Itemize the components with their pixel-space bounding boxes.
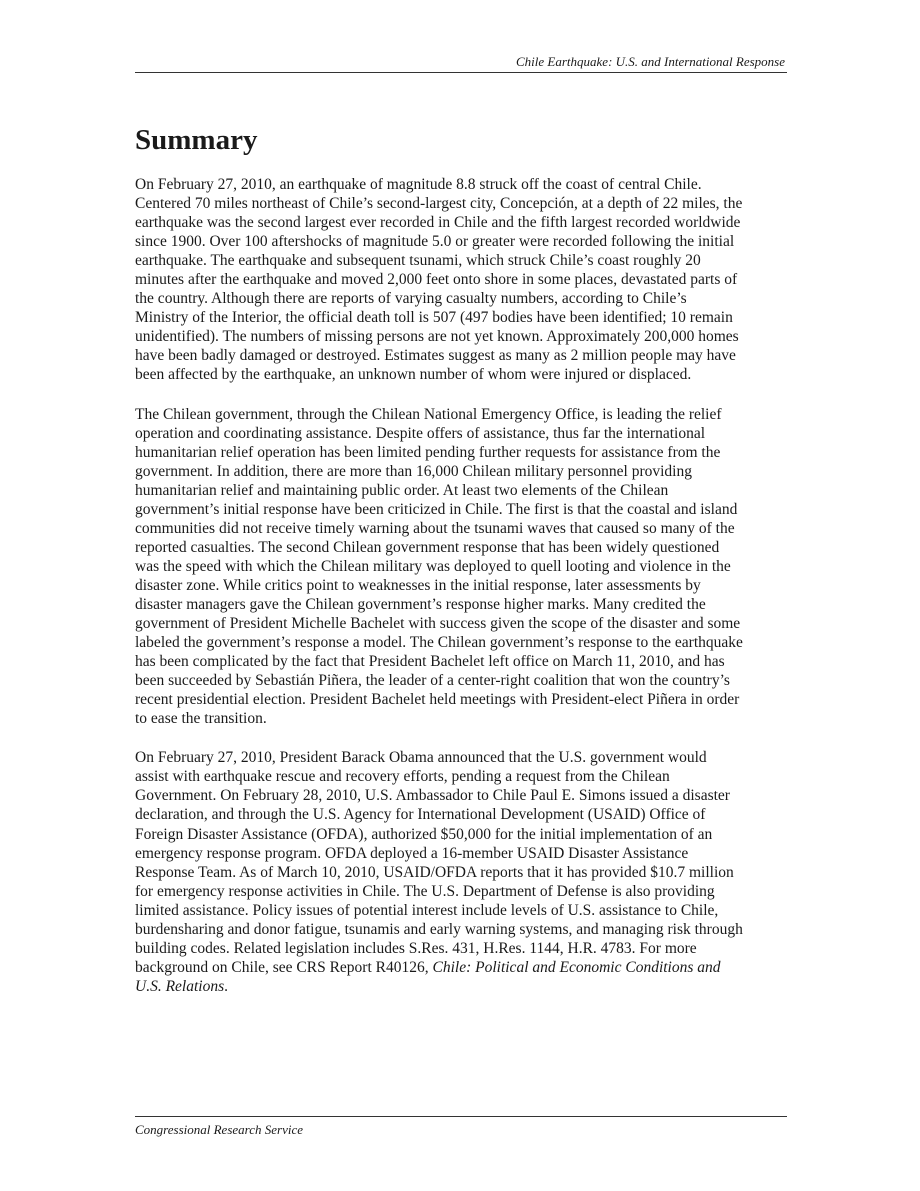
text-line: emergency response program. OFDA deployed a 16-member USAID Disaster Assistance [135, 844, 689, 862]
text-line: disaster zone. While critics point to weaknesses in the initial response, later assessments by [135, 576, 701, 594]
paragraph-3 [135, 748, 790, 996]
text-line: was the speed with which the Chilean military was deployed to quell looting and violence in the [135, 557, 731, 575]
text-line [135, 958, 790, 977]
text-line: earthquake was the second largest ever recorded in Chile and the fifth largest recorded worldwide [135, 214, 741, 232]
text-line: has been complicated by the fact that President Bachelet left office on March 11, 2010, and has [135, 653, 725, 671]
text-line: earthquake. The earthquake and subsequent tsunami, which struck Chile’s coast roughly 20 [135, 252, 701, 270]
text-run: . [224, 977, 228, 995]
text-line: since 1900. Over 100 aftershocks of magnitude 5.0 or greater were recorded following the initial [135, 233, 735, 251]
text-line: been succeeded by Sebastián Piñera, the leader of a center-right coalition that won the country’s [135, 672, 730, 690]
text-line: labeled the government’s response a model. The Chilean government’s response to the earthquake [135, 634, 743, 652]
report-title-link: Chile: Political and Economic Conditions and [432, 958, 721, 976]
text-line [135, 977, 790, 996]
page-title: Summary [135, 124, 258, 156]
paragraph-1 [135, 175, 790, 385]
text-line: Response Team. As of March 10, 2010, USAID/OFDA reports that it has provided $10.7 million [135, 863, 734, 881]
report-title-continued: U.S. Relations [135, 977, 225, 995]
text-line: humanitarian relief operation has been limited pending further requests for assistance from the [135, 443, 721, 461]
text-line: operation and coordinating assistance. Despite offers of assistance, thus far the international [135, 424, 706, 442]
text-line: communities did not receive timely warning about the tsunami waves that caused so many of the [135, 519, 735, 537]
text-line: Centered 70 miles northeast of Chile’s second-largest city, Concepción, at a depth of 22 miles, the [135, 195, 743, 213]
text-line: unidentified). The numbers of missing persons are not yet known. Approximately 200,000 homes [135, 328, 739, 346]
text-line: On February 27, 2010, an earthquake of magnitude 8.8 struck off the coast of central Chile. [135, 176, 702, 193]
text-line: been affected by the earthquake, an unknown number of whom were injured or displaced. [135, 366, 692, 384]
footer-rule [135, 1116, 787, 1117]
text-line: burdensharing and donor fatigue, tsunamis and early warning systems, and managing risk through [135, 920, 743, 938]
text-line: assist with earthquake rescue and recovery efforts, pending a request from the Chilean [135, 768, 670, 786]
text-line: have been badly damaged or destroyed. Estimates suggest as many as 2 million people may have [135, 347, 736, 365]
text-line: The Chilean government, through the Chilean National Emergency Office, is leading the relief [135, 405, 722, 423]
header-rule [135, 72, 787, 73]
text-line: the country. Although there are reports of varying casualty numbers, according to Chile’s [135, 290, 687, 308]
text-line: declaration, and through the U.S. Agency for International Development (USAID) Office of [135, 806, 706, 824]
text-line: minutes after the earthquake and moved 2,000 feet onto shore in some places, devastated parts of [135, 271, 738, 289]
text-line: for emergency response activities in Chile. The U.S. Department of Defense is also providing [135, 882, 715, 900]
text-line: government’s initial response have been criticized in Chile. The first is that the coastal and island [135, 500, 738, 518]
text-line: to ease the transition. [135, 710, 267, 728]
text-line: reported casualties. The second Chilean government response that has been widely questioned [135, 538, 720, 556]
text-line: Ministry of the Interior, the official death toll is 507 (497 bodies have been identified; 10 remain [135, 309, 733, 327]
running-footer: Congressional Research Service [135, 1122, 303, 1137]
text-line: humanitarian relief and maintaining public order. At least two elements of the Chilean [135, 481, 669, 499]
text-line: government of President Michelle Bachelet with success given the scope of the disaster and some [135, 615, 741, 633]
summary-body [135, 175, 790, 1016]
paragraph-2 [135, 405, 790, 729]
text-line: limited assistance. Policy issues of potential interest include levels of U.S. assistance to Chile, [135, 901, 719, 919]
text-line: Foreign Disaster Assistance (OFDA), authorized $50,000 for the initial implementation of an [135, 825, 713, 843]
text-run: background on Chile, see CRS Report R40126, [135, 958, 433, 976]
running-header: Chile Earthquake: U.S. and International Response [516, 54, 785, 69]
text-line: On February 27, 2010, President Barack Obama announced that the U.S. government would [135, 749, 707, 767]
text-line: government. In addition, there are more than 16,000 Chilean military personnel providing [135, 462, 692, 480]
text-line: building codes. Related legislation includes S.Res. 431, H.Res. 1144, H.R. 4783. For more [135, 939, 697, 957]
text-line: recent presidential election. President Bachelet held meetings with President-elect Piñera in order [135, 691, 740, 709]
text-line: Government. On February 28, 2010, U.S. Ambassador to Chile Paul E. Simons issued a disaster [135, 787, 730, 805]
text-line: disaster managers gave the Chilean government’s response higher marks. Many credited the [135, 595, 706, 613]
